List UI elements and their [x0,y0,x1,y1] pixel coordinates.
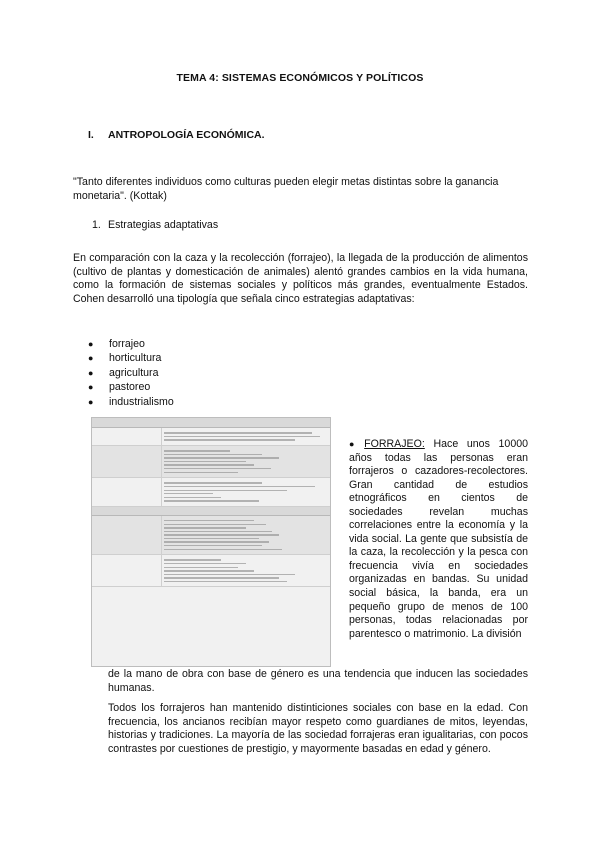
table-image-row [92,446,330,478]
list-item: ● agricultura [88,366,159,379]
section-heading [88,129,265,141]
bullet-icon: ● [88,339,94,349]
bullet-icon: ● [88,396,94,407]
section-title: ANTROPOLOGÍA ECONÓMICA. [108,129,265,141]
document-title: TEMA 4: SISTEMAS ECONÓMICOS Y POLÍTICOS [176,72,424,84]
list-item: ● pastoreo [88,381,151,394]
list-item: ● industrialismo [88,395,174,408]
forrajeo-paragraph [349,438,528,641]
table-image-row [92,478,330,507]
table-image-row [92,516,330,555]
list-item: ● forrajeo [88,338,145,350]
forrajeo-continued: de la mano de obra con base de género es una tendencia que inducen las sociedades humanas. [108,668,528,694]
table-image-header [92,418,330,428]
subsection-number: 1. [92,219,101,231]
list-item: ● horticultura [88,352,162,365]
forrajeo-label: FORRAJEO: [364,438,425,450]
table-image-row [92,428,330,446]
forrajeo-text: Hace unos 10000 años todas las personas eran forrajeros o cazadores-recolectores. Gran cantidad de estudios etnográficos en cientos de sociedades revelan muchas correlaciones entre la economía y la vida social. La gente que subsistía de la caza, la recolección y la pesca con frecuencia vivía en sociedades organizadas en bandas. Su unidad social básica, la banda, era un pequeño grupo de menos de 100 personas, todas relacionadas por parentesco o matrimonio. La división [349,438,528,640]
bullet-icon: ● [88,367,94,378]
quote-text: "Tanto diferentes individuos como culturas pueden elegir metas distintas sobre la ganancia monetaria". (Kottak) [73,176,499,202]
bullet-icon: ● [88,382,94,393]
section-number: I. [88,129,94,141]
table-image-row [92,555,330,587]
subsection-title: Estrategias adaptativas [108,219,219,231]
intro-paragraph: En comparación con la caza y la recolección (forrajeo), la llegada de la producción de alimentos (cultivo de plantas y domesticación de animales) alentó grandes cambios en la vida humana, como la formación de sistemas sociales y políticos más grandes, eventualmente Estados. Cohen desarrolló una tipología que señala cinco estrategias adaptativas: [73,252,528,305]
table-image-subheader [92,507,330,516]
subsection-heading [92,219,218,231]
bullet-icon: ● [349,439,361,449]
forrajeo-paragraph-2: Todos los forrajeros han mantenido distinticiones sociales con base en la edad. Con frecuencia, los ancianos recibían mayor respeto como guardianes de mitos, leyendas, historias y tradiciones. La mayoría de las sociedad forrajeras eran igualitarias, con pocos contrastes por cuestiones de prestigio, y mayormente basadas en edad y género. [108,702,528,755]
forager-table-image [91,417,331,667]
bullet-icon: ● [88,353,94,364]
strategy-list [88,337,174,409]
